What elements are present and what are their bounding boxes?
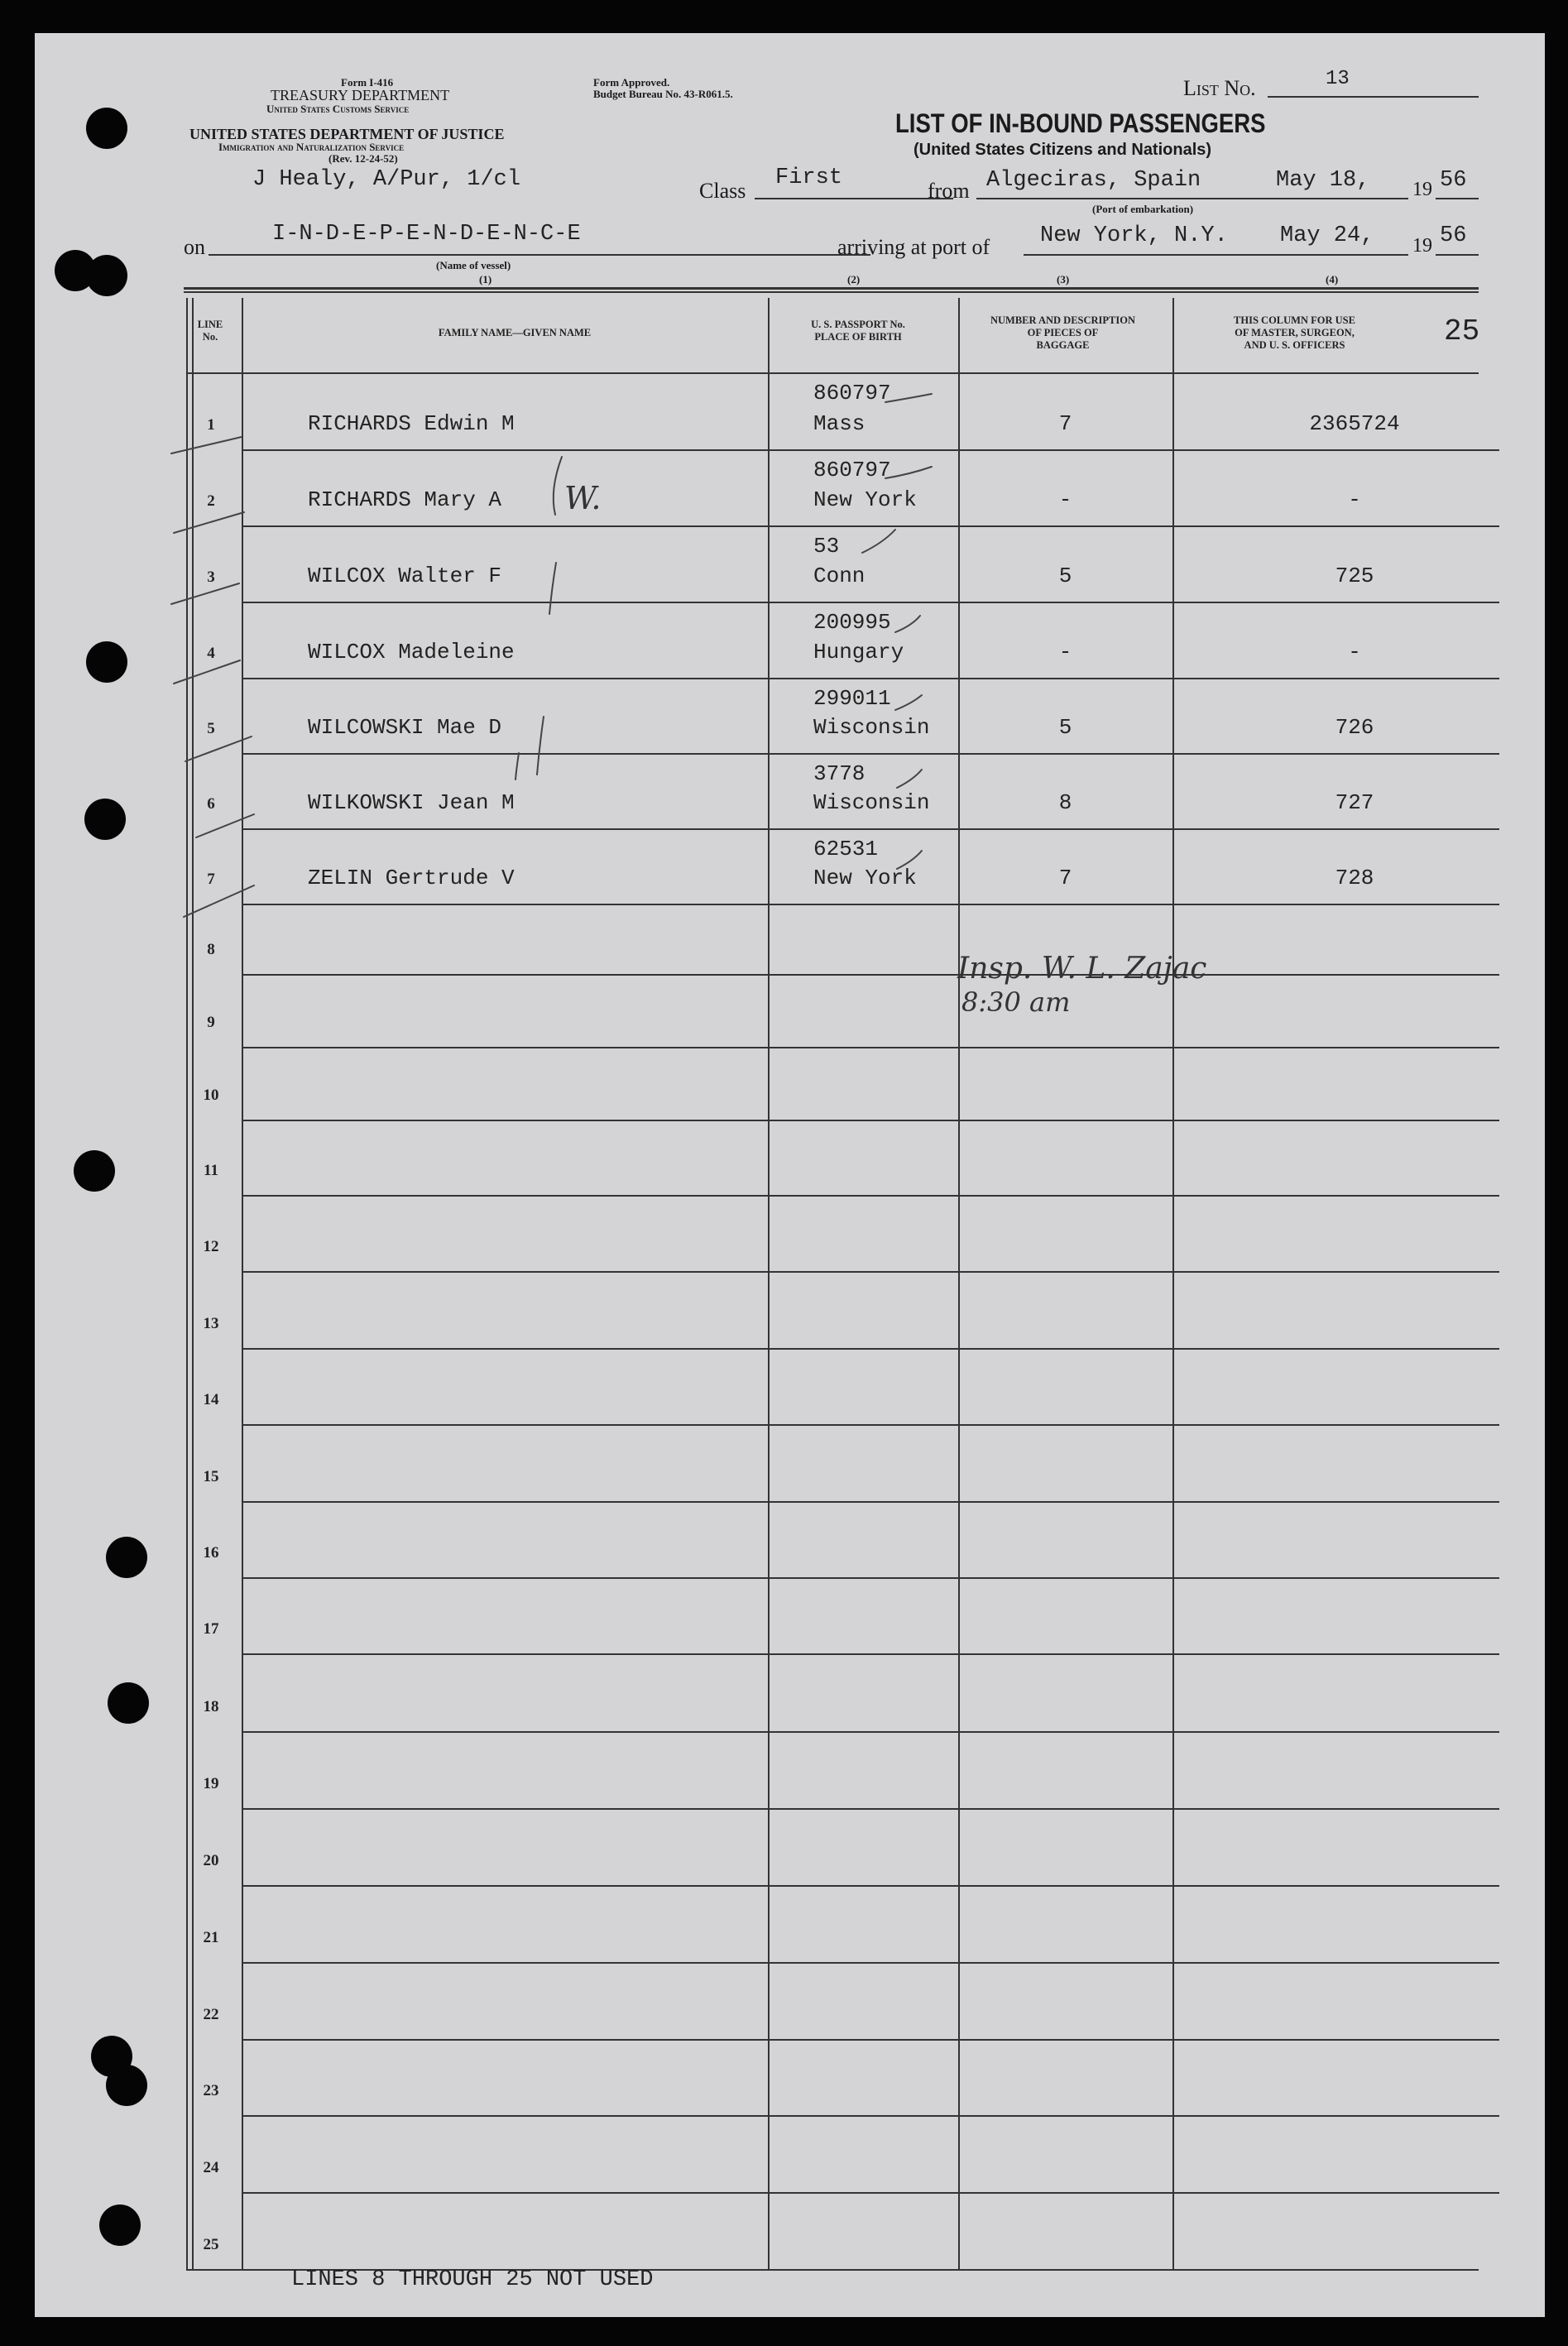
form-subtitle: (United States Citizens and Nationals) xyxy=(913,141,1212,159)
arrival-year: 56 xyxy=(1440,223,1467,248)
line-number: 19 xyxy=(203,1775,219,1792)
line-number: 21 xyxy=(203,1929,219,1946)
place-of-birth: New York xyxy=(813,866,917,890)
line-number: 2 xyxy=(207,492,215,510)
manifest-sheet xyxy=(35,33,1545,2317)
officer-number: 2365724 xyxy=(1309,411,1400,436)
line-number: 25 xyxy=(203,2236,219,2253)
officer-number: - xyxy=(1348,487,1361,512)
footer-note: LINES 8 THROUGH 25 NOT USED xyxy=(291,2267,654,2292)
passport-number: 860797 xyxy=(813,458,891,482)
justice-department: UNITED STATES DEPARTMENT OF JUSTICE xyxy=(189,126,505,142)
col-num-3: (3) xyxy=(1057,273,1070,285)
handwritten-marks xyxy=(35,33,1545,2317)
on-label: on xyxy=(184,235,205,259)
line-number: 15 xyxy=(203,1468,219,1485)
place-of-birth: New York xyxy=(813,487,917,512)
header-family-name: FAMILY NAME—GIVEN NAME xyxy=(438,327,592,338)
arriving-label: arriving at port of xyxy=(837,235,990,259)
form-approved: Form Approved. xyxy=(593,76,670,89)
line-number: 4 xyxy=(207,645,215,662)
line-number: 20 xyxy=(203,1852,219,1869)
line-number: 16 xyxy=(203,1544,219,1562)
place-of-birth: Conn xyxy=(813,564,866,588)
form-number: Form I-416 xyxy=(341,76,394,89)
passenger-name: RICHARDS Edwin M xyxy=(308,411,515,436)
class-label: Class xyxy=(699,179,746,203)
handwritten-initial: W. xyxy=(564,480,602,516)
class-value: First xyxy=(775,166,843,190)
port-embarkation-caption: (Port of embarkation) xyxy=(1092,203,1194,215)
line-number: 17 xyxy=(203,1620,219,1638)
place-of-birth: Wisconsin xyxy=(813,790,930,815)
port-of-embarkation: Algeciras, Spain xyxy=(986,168,1201,193)
budget-bureau: Budget Bureau No. 43-R061.5. xyxy=(593,88,733,100)
line-number: 3 xyxy=(207,569,215,586)
header-baggage: NUMBER AND DESCRIPTION OF PIECES OF BAGGAGE xyxy=(990,314,1136,351)
passenger-name: WILKOWSKI Jean M xyxy=(308,790,515,815)
from-label: from xyxy=(928,179,970,203)
col-num-1: (1) xyxy=(479,273,492,285)
passenger-name: WILCOWSKI Mae D xyxy=(308,715,502,740)
line-number: 18 xyxy=(203,1698,219,1715)
baggage-count: - xyxy=(1058,640,1072,664)
line-number: 12 xyxy=(203,1238,219,1255)
embarkation-year: 56 xyxy=(1440,168,1467,193)
passport-number: 200995 xyxy=(813,610,891,635)
line-number: 1 xyxy=(207,416,215,434)
line-number: 6 xyxy=(207,795,215,813)
passport-number: 860797 xyxy=(813,381,891,405)
line-number: 24 xyxy=(203,2159,219,2176)
baggage-count: - xyxy=(1058,487,1072,512)
line-number: 23 xyxy=(203,2082,219,2099)
officer-number: 726 xyxy=(1335,715,1374,740)
line-number: 5 xyxy=(207,720,215,737)
baggage-count: 5 xyxy=(1058,715,1072,740)
passenger-name: WILCOX Walter F xyxy=(308,564,502,588)
baggage-count: 7 xyxy=(1058,866,1072,890)
officer-number: 727 xyxy=(1335,790,1374,815)
officer-number: 725 xyxy=(1335,564,1374,588)
line-number: 9 xyxy=(207,1014,215,1031)
passport-number: 299011 xyxy=(813,686,891,711)
vessel-name: I-N-D-E-P-E-N-D-E-N-C-E xyxy=(272,222,581,247)
list-no: 13 xyxy=(1326,68,1350,90)
form-title: LIST OF IN-BOUND PASSENGERS xyxy=(895,108,1266,138)
year-prefix-arrival: 19 xyxy=(1412,235,1432,257)
arrival-port: New York, N.Y. xyxy=(1040,223,1228,248)
place-of-birth: Hungary xyxy=(813,640,904,664)
treasury-department: TREASURY DEPARTMENT xyxy=(271,87,450,103)
arrival-date: May 24, xyxy=(1280,223,1374,248)
header-line-no: LINE No. xyxy=(197,319,223,343)
baggage-count: 5 xyxy=(1058,564,1072,588)
line-number: 13 xyxy=(203,1315,219,1332)
year-prefix: 19 xyxy=(1412,179,1432,200)
passport-number: 3778 xyxy=(813,761,866,786)
line-number: 7 xyxy=(207,871,215,888)
inspector-signature: Insp. W. L. Zajac xyxy=(957,952,1207,986)
col-num-2: (2) xyxy=(847,273,861,285)
page-number: 25 xyxy=(1444,314,1480,348)
inspection-time: 8:30 am xyxy=(961,986,1071,1018)
place-of-birth: Wisconsin xyxy=(813,715,930,740)
passport-number: 53 xyxy=(813,534,840,559)
baggage-count: 8 xyxy=(1058,790,1072,815)
baggage-count: 7 xyxy=(1058,411,1072,436)
passenger-name: WILCOX Madeleine xyxy=(308,640,515,664)
customs-service: United States Customs Service xyxy=(266,103,410,115)
revision-date: (Rev. 12-24-52) xyxy=(328,152,398,165)
passenger-name: ZELIN Gertrude V xyxy=(308,866,515,890)
line-number: 14 xyxy=(203,1391,219,1408)
place-of-birth: Mass xyxy=(813,411,866,436)
line-number: 10 xyxy=(203,1087,219,1104)
officer-number: 728 xyxy=(1335,866,1374,890)
header-passport: U. S. PASSPORT No. PLACE OF BIRTH xyxy=(811,319,905,343)
vessel-caption: (Name of vessel) xyxy=(436,259,511,271)
purser-signature: J Healy, A/Pur, 1/cl xyxy=(252,167,521,192)
col-num-4: (4) xyxy=(1326,273,1339,285)
line-number: 22 xyxy=(203,2006,219,2023)
line-number: 11 xyxy=(204,1162,218,1179)
header-officers: THIS COLUMN FOR USE OF MASTER, SURGEON, AND U. S. OFFICERS xyxy=(1234,314,1355,351)
officer-number: - xyxy=(1348,640,1361,664)
passenger-name: RICHARDS Mary A xyxy=(308,487,502,512)
line-number: 8 xyxy=(207,941,215,958)
immigration-service: Immigration and Naturalization Service xyxy=(218,141,405,153)
passport-number: 62531 xyxy=(813,837,879,861)
list-no-label: List No. xyxy=(1183,76,1256,100)
embarkation-date: May 18, xyxy=(1276,168,1370,193)
